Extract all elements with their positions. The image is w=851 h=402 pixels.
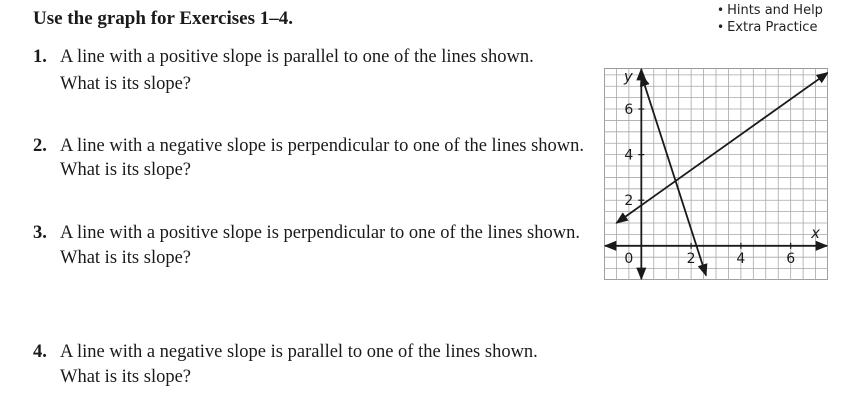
exercise-text: A line with a negative slope is parallel to one of the lines shown. xyxy=(60,342,538,362)
y-tick-label: 4 xyxy=(624,147,634,164)
exercise-number: 2. xyxy=(33,136,47,156)
exercise-2-question: What is its slope? xyxy=(60,160,192,180)
hints-and-help-label: Hints and Help xyxy=(727,3,823,18)
x-tick-label: 4 xyxy=(736,250,746,267)
x-tick-label: 6 xyxy=(786,250,796,267)
exercise-text: A line with a positive slope is perpendicular to one of the lines shown. xyxy=(60,223,580,243)
hints-and-help-link[interactable] xyxy=(717,3,823,18)
exercise-number: 4. xyxy=(33,342,47,362)
extra-practice-link[interactable] xyxy=(717,20,817,35)
y-tick-label: 6 xyxy=(624,102,634,119)
exercise-number: 1. xyxy=(33,47,47,67)
exercise-1-prompt xyxy=(33,46,534,68)
grid xyxy=(604,68,828,280)
exercise-2-prompt xyxy=(33,135,584,157)
coordinate-graph xyxy=(604,68,828,280)
x-tick-label: 2 xyxy=(686,250,696,267)
bullet-icon: • xyxy=(717,20,725,34)
extra-practice-label: Extra Practice xyxy=(727,20,818,35)
exercise-text: A line with a negative slope is perpendicular to one of the lines shown. xyxy=(60,136,585,156)
exercise-number: 3. xyxy=(33,223,47,243)
exercise-3-question: What is its slope? xyxy=(60,248,192,268)
exercise-1-question: What is its slope? xyxy=(60,74,192,94)
x-axis-label: x xyxy=(811,223,821,242)
origin-label: 0 xyxy=(624,250,634,267)
y-tick-label: 2 xyxy=(624,193,634,210)
exercise-4-prompt xyxy=(33,341,538,363)
bullet-icon: • xyxy=(717,3,725,17)
y-axis-label: y xyxy=(623,68,633,86)
exercise-text: A line with a positive slope is parallel to one of the lines shown. xyxy=(60,47,534,67)
page-heading: Use the graph for Exercises 1–4. xyxy=(33,8,293,29)
exercise-4-question: What is its slope? xyxy=(60,367,192,387)
exercise-3-prompt xyxy=(33,222,580,244)
